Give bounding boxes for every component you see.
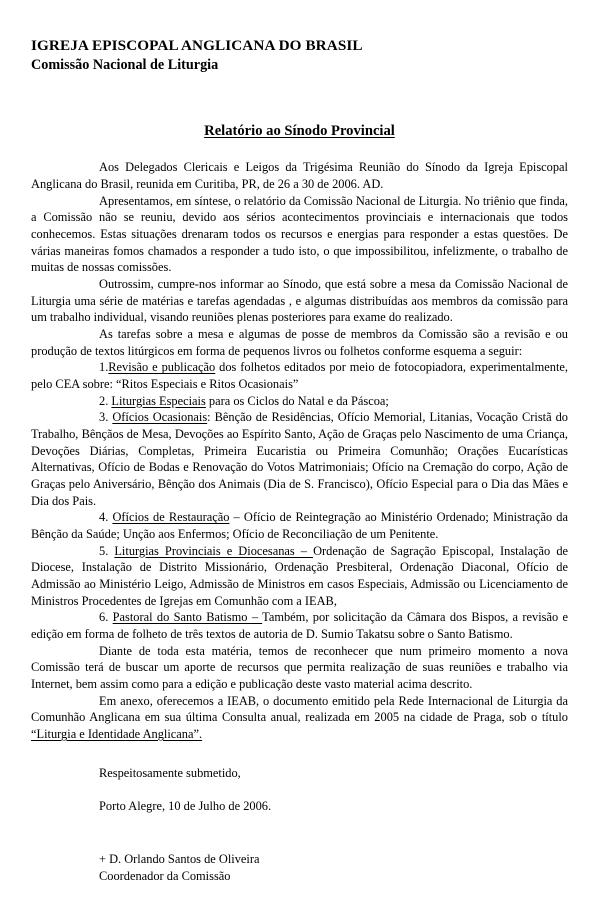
document-title-container [31, 122, 568, 140]
list-item-6 [31, 609, 568, 642]
list-item-1-text: dos folhetos editados por meio de fotocopiadora, experimentalmente, pelo CEA sobre: “Ritos Especiais e Ritos Ocasionais” [31, 360, 568, 391]
paragraph-resources: Diante de toda esta matéria, temos de reconhecer que num primeiro momento a nova Comissão terá de buscar um aporte de recursos que permita realização de suas reuniões e trabalho via Internet, bem assim como para a edição e publicação deste vasto material acima descrito. [31, 643, 568, 692]
paragraph-presentation: Apresentamos, em síntese, o relatório da Comissão Nacional de Liturgia. No triênio que finda, a Comissão não se reuniu, devido aos sérios acontecimentos provinciais e internacionais que todos conhecemos. Estas situações drenaram todos os recursos e energias para responder a estas questões. De várias maneiras fomos chamados a responder a tudo isto, o que impossibilitou, infelizmente, o trabalho de muitas de nossas comissões. [31, 193, 568, 275]
list-item-1-heading: Revisão e publicação [108, 360, 216, 375]
letterhead [31, 36, 568, 74]
list-item-1 [31, 359, 568, 392]
closing-place-date: Porto Alegre, 10 de Julho de 2006. [99, 799, 272, 814]
list-item-2-number: 2. [99, 393, 112, 408]
annex-document-title: “Liturgia e Identidade Anglicana”. [31, 727, 203, 742]
list-item-4-text: – Ofício de Reintegração ao Ministério Ordenado; Ministração da Bênção da Saúde; Unção aos Enfermos; Ofício de Reconciliação de um Penitente. [31, 510, 569, 541]
commission-name: Comissão Nacional de Liturgia [31, 56, 219, 73]
organization-name: IGREJA EPISCOPAL ANGLICANA DO BRASIL [31, 37, 363, 54]
closing-salutation: Respeitosamente submetido, [99, 765, 241, 780]
list-item-4-heading: Ofícios de Restauração [112, 510, 230, 525]
paragraph-tasks-intro: As tarefas sobre a mesa e algumas de posse de membros da Comissão são a revisão e ou produção de textos litúrgicos em forma de pequenos livros ou folhetos conforme esquema a seguir: [31, 326, 568, 358]
signer-role: Coordenador da Comissão [99, 868, 231, 883]
list-item-2 [31, 393, 568, 410]
list-item-5-number: 5. [99, 543, 115, 558]
list-item-2-text: para os Ciclos do Natal e da Páscoa; [205, 393, 389, 408]
list-item-2-heading: Liturgias Especiais [111, 393, 206, 408]
list-item-5-heading: Liturgias Provinciais e Diocesanas – [114, 543, 314, 558]
list-item-3-text: : Bênção de Residências, Ofício Memorial, Litanias, Vocação Cristã do Trabalho, Bênçãos de Mesa, Devoções ao Espírito Santo, Ação de Graças pelo Nascimento de uma Criança, Devoções Diárias, Completas, Primeira Eucaristia ou Primeira Comunhão; Orações Eucarísticas Alternativas, Ofício de Bodas e Renovação do Votos Matrimoniais; Ofício na Cremação do corpo, Ação de Graças pelo Aniversário, Bênção dos Animais (Dia de S. Francisco), Ofício Especial para o Dia das Mães e Dia dos Pais. [31, 410, 568, 508]
document-title: Relatório ao Sínodo Provincial [204, 123, 395, 140]
list-item-6-text: Também, por solicitação da Câmara dos Bispos, a revisão e edição em forma de folheto de três textos de autoria de D. Sumio Takatsu sobre o Santo Batismo. [31, 610, 569, 642]
closing-spacer-1 [99, 781, 568, 798]
paragraph-outrossim: Outrossim, cumpre-nos informar ao Sínodo, que está sobre a mesa da Comissão Nacional de Liturgia uma série de matérias e tarefas agendadas , e algumas distribuídas aos membros da comissão para um trabalho individual, visando reuniões plenas posteriores para exame do realizado. [31, 276, 568, 325]
closing-block [31, 765, 568, 885]
signer-name: + D. Orlando Santos de Oliveira [99, 852, 260, 867]
closing-spacer-2 [99, 815, 568, 851]
list-item-6-number: 6. [99, 610, 113, 625]
paragraph-recipients: Aos Delegados Clericais e Leigos da Trigésima Reunião do Sínodo da Igreja Episcopal Anglicana do Brasil, reunida em Curitiba, PR, de 26 a 30 de 2006. AD. [31, 160, 568, 191]
list-item-6-heading: Pastoral do Santo Batismo – [112, 610, 263, 625]
list-item-5 [31, 543, 568, 610]
list-item-4 [31, 509, 568, 542]
list-item-4-number: 4. [99, 510, 113, 525]
list-item-5-text: Ordenação de Sagração Episcopal, Instalação de Diocese, Instalação de Distrito Missionário, Ordenação Presbiteral, Ordenação Diaconal, Ofício de Admissão ao Ministério Leigo, Admissão de Ministros em casos Especiais, Admissão ou Licenciamento de Ministros Procedentes de Igrejas em Comunhão com a IEAB, [31, 543, 569, 608]
list-item-3 [31, 409, 568, 509]
annex-lead-text: Em anexo, oferecemos a IEAB, o documento emitido pela Rede Internacional de Liturgia da Comunhão Anglicana em sua última Consulta anual, realizada em 2005 na cidade de Praga, sob o título [31, 693, 568, 725]
list-item-1-number: 1. [99, 360, 109, 375]
list-item-3-heading: Ofícios Ocasionais [112, 410, 208, 425]
list-item-3-number: 3. [99, 410, 113, 425]
paragraph-annex [31, 693, 568, 743]
document-body [31, 159, 568, 743]
